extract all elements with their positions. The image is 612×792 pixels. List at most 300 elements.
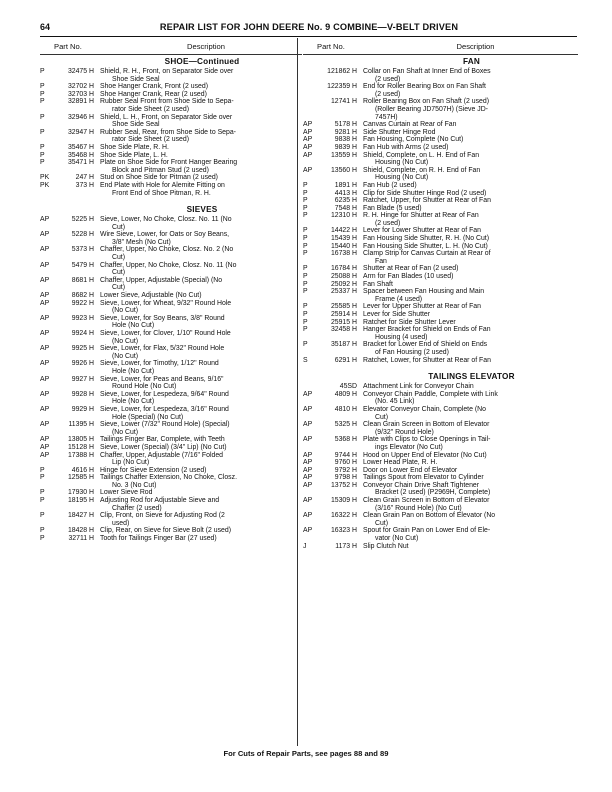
part-description: [100, 98, 302, 113]
description-line: Ratchet for Side Shutter Lever: [363, 318, 456, 326]
description-line: Spacer between Fan Housing and Main: [363, 288, 485, 296]
description-line: Fan: [375, 257, 387, 265]
part-row: [40, 391, 302, 406]
section-title-shoe: SHOE—Continued: [164, 57, 240, 66]
part-description: [363, 357, 578, 365]
part-row: [40, 144, 302, 152]
description-line: Lever for Upper Shutter at Rear of Fan: [363, 303, 481, 311]
part-number: 25337 H: [330, 288, 357, 296]
description-line: Cut): [375, 519, 389, 527]
part-number: 15128 H: [67, 443, 94, 451]
description-line: Fan Hub with Arms (2 used): [363, 143, 449, 151]
part-row: [40, 129, 302, 144]
description-line: Cut): [112, 223, 126, 231]
part-prefix: P: [303, 189, 308, 197]
part-row: [303, 497, 578, 512]
description-line: Sieve, Lower (Special) (3/4" Lip) (No Cut): [100, 443, 227, 451]
part-prefix: P: [40, 489, 45, 497]
part-description: [363, 474, 578, 482]
description-line: Lower Sieve Rod: [100, 489, 153, 497]
part-prefix: PK: [40, 181, 50, 189]
description-line: Shield, Complete, on L. H. End of Fan: [363, 151, 480, 159]
part-description: [363, 205, 578, 213]
description-line: Attachment Link for Conveyor Chain: [363, 383, 474, 391]
part-prefix: P: [303, 181, 308, 189]
part-row: [40, 152, 302, 160]
part-number: 45SD: [339, 383, 357, 391]
part-row: [303, 482, 578, 497]
description-line: (No Cut): [112, 307, 139, 315]
description-line: Shoe Side Seal: [112, 121, 160, 129]
description-line: Fan Housing Side Shutter, R. H. (No Cut): [363, 235, 489, 243]
part-prefix: AP: [40, 390, 50, 398]
part-row: [40, 262, 302, 277]
part-prefix: P: [40, 474, 45, 482]
part-number: 18195 H: [67, 497, 94, 505]
part-prefix: P: [40, 159, 45, 167]
part-description: [363, 227, 578, 235]
part-row: [303, 311, 578, 319]
part-description: [100, 262, 302, 277]
part-description: [100, 182, 302, 197]
description-line: used): [112, 519, 130, 527]
part-row: [303, 227, 578, 235]
part-prefix: P: [40, 113, 45, 121]
part-prefix: P: [303, 311, 308, 318]
part-description: [100, 83, 302, 91]
part-row: [40, 489, 302, 497]
description-line: Chaffer, Upper, No Choke, Closz. No. 2 (No: [100, 246, 234, 254]
description-line: Chaffer, Upper, No Choke, Closz. No. 11 (No: [100, 261, 237, 269]
part-description: [100, 512, 302, 527]
description-line: Cut): [112, 284, 126, 292]
description-line: Side Shutter Hinge Rod: [363, 128, 436, 136]
part-prefix: AP: [40, 231, 50, 239]
part-row: [303, 281, 578, 289]
part-number: 15309 H: [330, 497, 357, 505]
part-number: 9926 H: [71, 360, 94, 368]
part-number: 32947 H: [67, 128, 94, 136]
part-number: 15440 H: [330, 242, 357, 250]
part-prefix: AP: [303, 405, 313, 413]
description-line: Cut): [375, 413, 389, 421]
part-row: [303, 121, 578, 129]
description-line: (2 used): [375, 90, 401, 98]
part-number: 32702 H: [67, 83, 94, 91]
part-row: [303, 205, 578, 213]
left-column-header: [40, 38, 302, 54]
part-prefix: P: [303, 288, 308, 296]
description-heading: Description: [456, 42, 495, 51]
page-header: [40, 22, 578, 36]
description-line: (9/32" Round Hole): [375, 428, 434, 436]
description-line: Sieve, Lower, for Flax, 5/32" Round Hole: [100, 345, 225, 353]
part-row: [303, 83, 578, 98]
part-prefix: S: [303, 356, 308, 364]
part-prefix: AP: [303, 151, 313, 159]
part-row: [303, 543, 578, 551]
part-number: 6235 H: [334, 197, 357, 205]
part-prefix: P: [40, 535, 45, 543]
part-row: [40, 421, 302, 436]
part-number: 4616 H: [71, 466, 94, 474]
part-prefix: AP: [40, 443, 50, 451]
description-line: Plate with Clips to Close Openings in Tail-: [363, 436, 491, 444]
part-row: [303, 68, 578, 83]
part-number: 5225 H: [71, 216, 94, 224]
part-number: 18428 H: [67, 527, 94, 535]
parts-list-tailings-elevator: [303, 383, 578, 550]
part-prefix: AP: [40, 292, 50, 300]
part-number: 35187 H: [330, 341, 357, 349]
part-prefix: AP: [40, 299, 50, 307]
part-row: [40, 315, 302, 330]
part-prefix: AP: [303, 121, 313, 129]
part-row: [303, 512, 578, 527]
part-number: 35468 H: [67, 151, 94, 159]
part-description: [363, 406, 578, 421]
description-line: (2 used): [375, 219, 401, 227]
part-number: 13752 H: [330, 481, 357, 489]
part-number: 32711 H: [68, 535, 94, 543]
description-line: Tooth for Tailings Finger Bar (27 used): [100, 535, 217, 543]
part-description: [100, 391, 302, 406]
part-row: [40, 330, 302, 345]
description-line: Canvas Curtain at Rear of Fan: [363, 121, 457, 129]
description-line: Collar on Fan Shaft at Inner End of Boxes: [363, 68, 491, 75]
part-row: [303, 527, 578, 542]
left-column: [40, 38, 302, 543]
part-description: [363, 288, 578, 303]
part-number: 16322 H: [330, 512, 357, 520]
part-description: [100, 91, 302, 99]
part-row: [40, 216, 302, 231]
part-description: [363, 121, 578, 129]
part-prefix: P: [40, 143, 45, 151]
description-line: Elevator Conveyor Chain, Complete (No: [363, 405, 486, 413]
description-line: (3/16" Round Hole) (No Cut): [375, 504, 462, 512]
part-description: [100, 345, 302, 360]
part-description: [363, 319, 578, 327]
description-line: Cut): [112, 254, 126, 262]
description-line: Sieve, Lower, for Clover, 1/10" Round Hole: [100, 330, 231, 337]
part-description: [100, 174, 302, 182]
part-number: 9925 H: [71, 345, 94, 353]
description-line: Tailings Spout from Elevator to Cylinder: [363, 474, 484, 482]
description-line: Spout for Grain Pan on Lower End of Ele-: [363, 527, 491, 535]
part-number: 4810 H: [334, 405, 357, 413]
part-number: 35467 H: [67, 143, 94, 151]
part-row: [40, 345, 302, 360]
part-description: [100, 231, 302, 246]
part-no-heading: Part No.: [54, 42, 82, 51]
description-line: Cut): [112, 269, 126, 277]
part-description: [363, 129, 578, 137]
header-rule: [40, 36, 577, 37]
part-row: [303, 167, 578, 182]
part-number: 9760 H: [334, 459, 357, 467]
part-row: [303, 197, 578, 205]
part-description: [100, 444, 302, 452]
part-prefix: AP: [303, 390, 313, 398]
part-row: [303, 250, 578, 265]
part-row: [303, 129, 578, 137]
part-description: [100, 246, 302, 261]
description-line: Sieve, Lower, for Soy Beans, 3/8" Round: [100, 314, 225, 322]
description-line: 7457H): [375, 113, 398, 121]
part-prefix: P: [40, 151, 45, 159]
part-row: [40, 292, 302, 300]
part-number: 121862 H: [327, 68, 357, 75]
part-number: 25915 H: [330, 318, 357, 326]
description-line: Plate on Shoe Side for Front Hanger Bearing: [100, 159, 238, 167]
description-line: Tailings Chaffer Extension, No Choke, Closz.: [100, 474, 237, 482]
part-row: [303, 136, 578, 144]
part-number: 5178 H: [334, 121, 357, 129]
part-prefix: AP: [40, 330, 50, 337]
part-prefix: [303, 68, 317, 83]
part-row: [303, 326, 578, 341]
part-number: 9923 H: [71, 314, 94, 322]
part-description: [100, 144, 302, 152]
part-prefix: AP: [303, 481, 313, 489]
part-prefix: P: [303, 242, 308, 250]
description-line: Wire Sieve, Lower, for Oats or Soy Beans,: [100, 231, 230, 239]
description-line: Shutter at Rear of Fan (2 used): [363, 265, 459, 273]
part-number: 9924 H: [71, 330, 94, 337]
description-line: Fan Housing, Complete (No Cut): [363, 136, 464, 144]
part-prefix: P: [40, 466, 45, 474]
part-description: [363, 452, 578, 460]
part-prefix: AP: [303, 474, 313, 482]
part-row: [40, 68, 302, 83]
part-number: 35471 H: [67, 159, 94, 167]
part-description: [363, 281, 578, 289]
part-row: [303, 467, 578, 475]
part-number: 1173 H: [335, 542, 357, 550]
part-prefix: P: [303, 227, 308, 235]
description-line: Lip (No Cut): [112, 459, 150, 467]
part-prefix: AP: [303, 512, 313, 520]
part-description: [363, 311, 578, 319]
part-description: [100, 129, 302, 144]
part-description: [363, 436, 578, 451]
part-row: [303, 144, 578, 152]
description-line: Round Hole (No Cut): [112, 383, 177, 391]
description-line: (No Cut): [112, 337, 139, 345]
part-row: [303, 341, 578, 356]
part-row: [303, 319, 578, 327]
part-number: 12741 H: [330, 98, 357, 106]
part-row: [40, 98, 302, 113]
description-heading: Description: [187, 42, 225, 51]
part-row: [303, 474, 578, 482]
description-line: Sieve, Lower, No Choke, Closz. No. 11 (No: [100, 216, 232, 224]
part-row: [40, 376, 302, 391]
part-number: 9281 H: [334, 128, 357, 136]
description-line: Front End of Shoe Pitman, R. H.: [112, 189, 211, 197]
description-line: Fan Hub (2 used): [363, 181, 417, 189]
description-line: (No Cut): [112, 352, 139, 360]
part-number: 4809 H: [334, 390, 357, 398]
description-line: of Fan Housing (2 used): [375, 348, 449, 356]
part-description: [100, 474, 302, 489]
part-description: [363, 167, 578, 182]
part-row: [40, 512, 302, 527]
description-line: Lower Sieve, Adjustable (No Cut): [100, 292, 202, 300]
part-number: 13805 H: [67, 436, 94, 444]
part-prefix: P: [303, 280, 308, 288]
part-number: 5325 H: [334, 421, 357, 429]
part-description: [100, 497, 302, 512]
description-line: Frame (4 used): [375, 295, 423, 303]
part-row: [40, 83, 302, 91]
part-row: [40, 436, 302, 444]
part-description: [100, 330, 302, 345]
part-row: [303, 357, 578, 365]
part-prefix: AP: [303, 451, 313, 459]
description-line: Hole (No Cut): [112, 322, 155, 330]
section-title-sieves: SIEVES: [186, 205, 218, 215]
part-prefix: P: [303, 341, 308, 349]
part-row: [303, 265, 578, 273]
description-line: 3/8" Mesh (No Cut): [112, 238, 171, 246]
description-line: (2 used): [375, 75, 401, 83]
part-number: 247 H: [75, 174, 94, 182]
part-row: [303, 288, 578, 303]
part-description: [363, 265, 578, 273]
description-line: Clamp Strip for Canvas Curtain at Rear of: [363, 250, 491, 258]
part-number: 9922 H: [71, 299, 94, 307]
part-number: 17388 H: [67, 451, 94, 459]
description-line: Clean Grain Screen in Bottom of Elevator: [363, 497, 490, 505]
part-prefix: AP: [303, 497, 313, 505]
part-number: 1891 H: [334, 181, 357, 189]
part-prefix: P: [303, 273, 308, 281]
part-number: 14422 H: [330, 227, 357, 235]
description-line: Chaffer, Upper, Adjustable (7/16" Folded: [100, 451, 223, 459]
part-prefix: [303, 383, 317, 391]
part-row: [40, 497, 302, 512]
description-line: Sieve, Lower, for Timothy, 1/12" Round: [100, 360, 219, 368]
part-number: 25088 H: [330, 273, 357, 281]
part-description: [363, 190, 578, 198]
part-row: [40, 174, 302, 182]
part-prefix: P: [40, 90, 45, 98]
part-row: [40, 406, 302, 421]
part-description: [363, 98, 578, 121]
part-description: [100, 159, 302, 174]
part-description: [363, 273, 578, 281]
part-row: [303, 406, 578, 421]
part-row: [303, 190, 578, 198]
description-line: Rubber Seal Front from Shoe Side to Sepa-: [100, 98, 234, 106]
description-line: vator (No Cut): [375, 535, 419, 543]
part-prefix: AP: [40, 421, 50, 429]
part-prefix: AP: [40, 360, 50, 368]
page-number: 64: [40, 22, 51, 32]
description-line: Sieve, Lower, for Peas and Beans, 9/16": [100, 375, 224, 383]
description-line: Sieve, Lower (7/32" Round Hole) (Special): [100, 421, 230, 429]
part-number: 9839 H: [334, 143, 357, 151]
part-prefix: P: [303, 265, 308, 273]
description-line: (No. 45 Link): [375, 398, 415, 406]
parts-list-shoe: [40, 68, 302, 197]
part-row: [303, 212, 578, 227]
part-description: [100, 68, 302, 83]
part-number: 16738 H: [330, 250, 357, 258]
part-number: 15439 H: [330, 235, 357, 243]
description-line: Rubber Seal, Rear, from Shoe Side to Sepa-: [100, 128, 236, 136]
part-number: 25914 H: [330, 311, 357, 318]
description-line: Stud on Shoe Side for Pitman (2 used): [100, 174, 218, 182]
part-prefix: AP: [303, 128, 313, 136]
part-row: [40, 360, 302, 375]
description-line: Clean Grain Pan on Bottom of Elevator (No: [363, 512, 496, 520]
part-number: 9792 H: [334, 466, 357, 474]
part-description: [100, 376, 302, 391]
part-description: [363, 136, 578, 144]
description-line: Clip, Rear, on Sieve for Sieve Bolt (2 used): [100, 527, 231, 535]
description-line: Hood on Upper End of Elevator (No Cut): [363, 451, 487, 459]
description-line: Bracket for Lower End of Shield on Ends: [363, 341, 488, 349]
column-header-rule: [40, 54, 302, 55]
description-line: Shoe Hanger Crank, Front (2 used): [100, 83, 209, 91]
part-row: [40, 467, 302, 475]
part-row: [40, 231, 302, 246]
part-description: [363, 212, 578, 227]
description-line: Chaffer, Upper, Adjustable (Special) (No: [100, 276, 223, 284]
part-number: 17930 H: [67, 489, 94, 497]
part-description: [100, 527, 302, 535]
part-row: [303, 273, 578, 281]
part-description: [363, 326, 578, 341]
part-prefix: AP: [40, 451, 50, 459]
part-row: [303, 383, 578, 391]
part-prefix: AP: [40, 436, 50, 444]
part-row: [303, 421, 578, 436]
part-description: [100, 152, 302, 160]
description-line: Clip for Side Shutter Hinge Rod (2 used): [363, 189, 487, 197]
part-prefix: AP: [303, 421, 313, 429]
part-row: [303, 459, 578, 467]
part-prefix: PK: [40, 174, 50, 182]
part-prefix: AP: [303, 143, 313, 151]
part-description: [363, 421, 578, 436]
description-line: Hanger Bracket for Shield on Ends of Fan: [363, 326, 491, 334]
description-line: Clip, Front, on Sieve for Adjusting Rod (2: [100, 512, 225, 520]
part-number: 9929 H: [71, 405, 94, 413]
part-description: [363, 383, 578, 391]
part-prefix: P: [303, 212, 308, 220]
part-number: 13559 H: [330, 151, 357, 159]
description-line: Housing (4 used): [375, 333, 428, 341]
description-line: Conveyor Chain Drive Shaft Tightener: [363, 481, 480, 489]
part-prefix: P: [303, 250, 308, 258]
part-prefix: P: [303, 235, 308, 243]
part-number: 32458 H: [330, 326, 357, 334]
description-line: rator Side Sheet (2 used): [112, 136, 189, 144]
part-number: 32475 H: [67, 68, 94, 75]
description-line: Ratchet, Upper, for Shutter at Rear of Fan: [363, 197, 491, 205]
part-description: [363, 459, 578, 467]
part-number: 16784 H: [330, 265, 357, 273]
description-line: Slip Clutch Nut: [363, 542, 409, 550]
part-prefix: AP: [40, 276, 50, 284]
part-prefix: AP: [40, 216, 50, 224]
description-line: Hinge for Sieve Extension (2 used): [100, 466, 207, 474]
part-number: 9744 H: [334, 451, 357, 459]
